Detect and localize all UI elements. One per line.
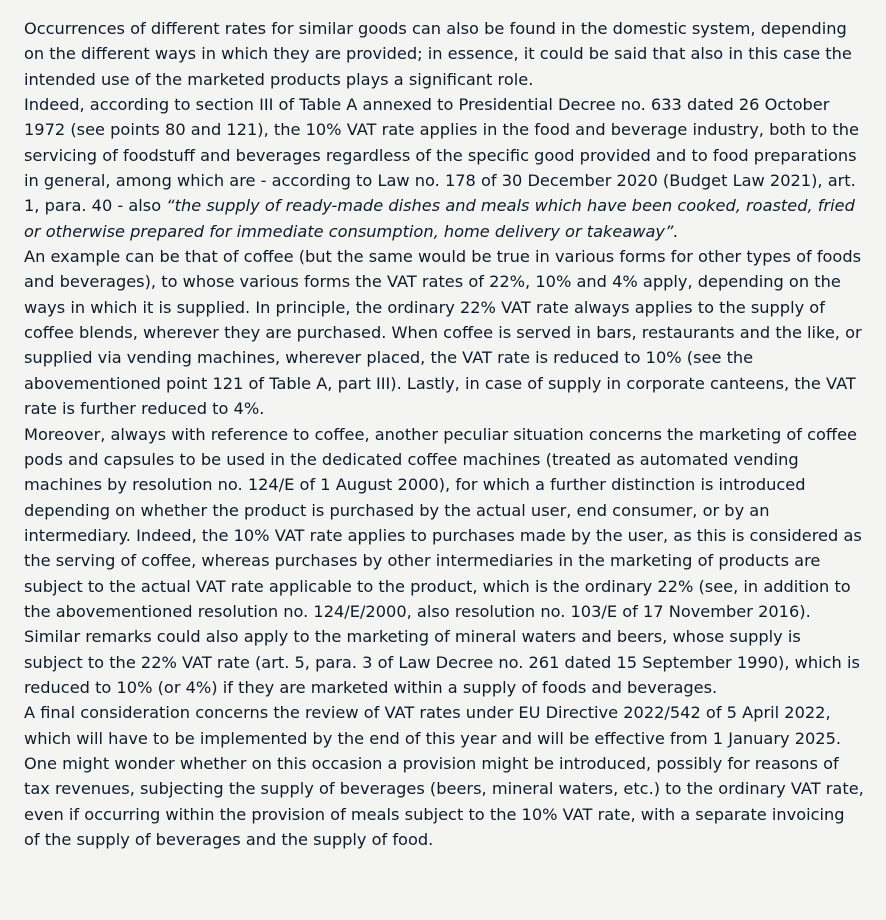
- paragraph-5: [24, 624, 864, 700]
- paragraph-6-run-1: A final consideration concerns the review of VAT rates under EU Directive 2022/542 of 5 April 2022, which will have to be implemented by the end of this year and will be effective from 1 January 2025. One might wonder whether on this occasion a provision might be introduced, possibly for reasons of tax revenues, subjecting the supply of beverages (beers, mineral waters, etc.) to the ordinary VAT rate, even if occurring within the provision of meals subject to the 10% VAT rate, with a separate invoicing of the supply of beverages and the supply of food.: [24, 703, 864, 849]
- paragraph-4-run-1: Moreover, always with reference to coffee, another peculiar situation concerns the marketing of coffee pods and capsules to be used in the dedicated coffee machines (treated as automated vending machines by resolution no. 124/E of 1 August 2000), for which a further distinction is introduced depending on whether the product is purchased by the actual user, end consumer, or by an intermediary. Indeed, the 10% VAT rate applies to purchases made by the user, as this is considered as the serving of coffee, whereas purchases by other intermediaries in the marketing of products are subject to the actual VAT rate applicable to the product, which is the ordinary 22% (see, in addition to the abovementioned resolution no. 124/E/2000, also resolution no. 103/E of 17 November 2016).: [24, 424, 862, 621]
- paragraph-5-run-1: Similar remarks could also apply to the marketing of mineral waters and beers, whose supply is subject to the 22% VAT rate (art. 5, para. 3 of Law Decree no. 261 dated 15 September 1990), which is reduced to 10% (or 4%) if they are marketed within a supply of foods and beverages.: [24, 627, 860, 697]
- paragraph-6: [24, 700, 864, 852]
- paragraph-3-run-1: An example can be that of coffee (but the same would be true in various forms for other types of foods and beverages), to whose various forms the VAT rates of 22%, 10% and 4% apply, depending on the ways in which it is supplied. In principle, the ordinary 22% VAT rate always applies to the supply of coffee blends, wherever they are purchased. When coffee is served in bars, restaurants and the like, or supplied via vending machines, wherever placed, the VAT rate is reduced to 10% (see the abovementioned point 121 of Table A, part III). Lastly, in case of supply in corporate canteens, the VAT rate is further reduced to 4%.: [24, 247, 862, 419]
- paragraph-4: [24, 422, 864, 625]
- paragraph-2-run-1: Indeed, according to section III of Table A annexed to Presidential Decree no. 633 dated 26 October 1972 (see points 80 and 121), the 10% VAT rate applies in the food and beverage industry, both to the servicing of foodstuff and beverages regardless of the specific good provided and to food preparations in general, among which are - according to Law no. 178 of 30 December 2020 (Budget Law 2021), art. 1, para. 40 - also: [24, 95, 859, 216]
- paragraph-2-quote: “the supply of ready-made dishes and meals which have been cooked, roasted, fried or otherwise prepared for immediate consumption, home delivery or takeaway”.: [24, 196, 855, 241]
- paragraph-3: [24, 244, 864, 421]
- paragraph-1-run-1: Occurrences of different rates for similar goods can also be found in the domestic system, depending on the different ways in which they are provided; in essence, it could be said that also in this case the intended use of the marketed products plays a significant role.: [24, 19, 852, 89]
- paragraph-1: [24, 16, 864, 92]
- paragraph-2: [24, 92, 864, 244]
- document-body: [24, 16, 864, 852]
